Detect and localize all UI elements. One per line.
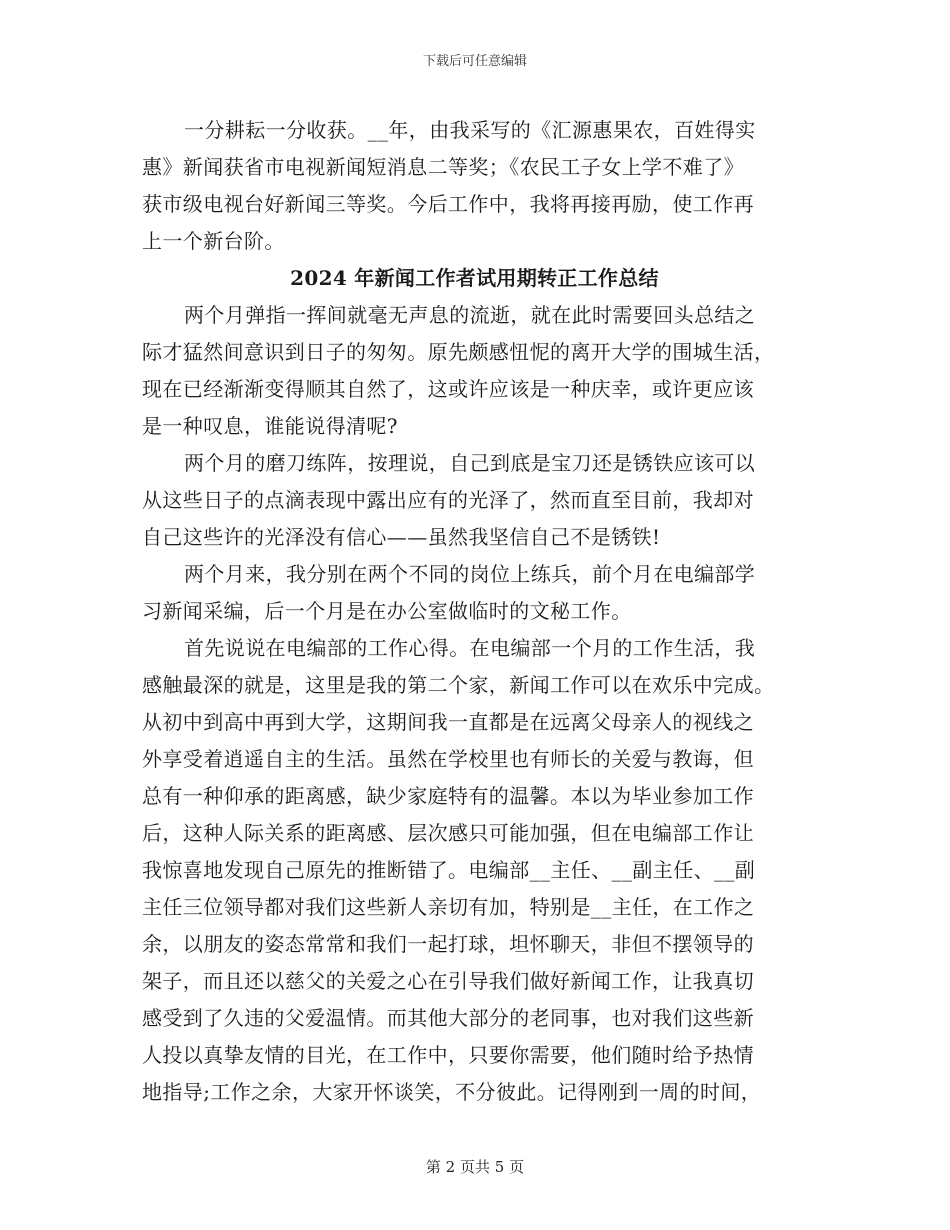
- paragraph-line: 上一个新台阶。: [142, 229, 285, 253]
- paragraph-line: 两个月弹指一挥间就毫无声息的流逝，就在此时需要回头总结之: [184, 303, 756, 327]
- paragraph-line: 一分耕耘一分收获。__年，由我采写的《汇源惠果农，百姓得实: [184, 118, 756, 142]
- paragraph-line: 余，以朋友的姿态常常和我们一起打球，坦怀聊天，非但不摆领导的: [142, 932, 754, 956]
- document-title: 2024 年新闻工作者试用期转正工作总结: [290, 266, 659, 290]
- paragraph-line: 际才猛然间意识到日子的匆匆。原先颇感忸怩的离开大学的围城生活，: [142, 340, 775, 364]
- paragraph-line: 两个月来，我分别在两个不同的岗位上练兵，前个月在电编部学: [184, 562, 756, 586]
- paragraph-line: 后，这种人际关系的距离感、层次感只可能加强，但在电编部工作让: [142, 821, 754, 845]
- paragraph-line: 习新闻采编，后一个月是在办公室做临时的文秘工作。: [142, 599, 632, 623]
- document-body: [142, 112, 807, 1111]
- paragraph-line: 地指导;工作之余，大家开怀谈笑，不分彼此。记得刚到一周的时间，: [142, 1080, 762, 1104]
- paragraph-line: 架子，而且还以慈父的关爱之心在引导我们做好新闻工作，让我真切: [142, 969, 754, 993]
- paragraph-line: 首先说说在电编部的工作心得。在电编部一个月的工作生活，我: [184, 636, 756, 660]
- paragraph-line: 是一种叹息，谁能说得清呢?: [142, 414, 398, 438]
- paragraph-line: 自己这些许的光泽没有信心——虽然我坚信自己不是锈铁!: [142, 525, 661, 549]
- paragraph-line: 惠》新闻获省市电视新闻短消息二等奖；《农民工子女上学不难了》: [142, 155, 744, 179]
- paragraph-line: 现在已经渐渐变得顺其自然了，这或许应该是一种庆幸，或许更应该: [142, 377, 754, 401]
- page-number: 第 2 页共 5 页: [425, 1158, 525, 1176]
- paragraph-line: 从初中到高中再到大学，这期间我一直都是在远离父母亲人的视线之: [142, 710, 754, 734]
- paragraph-line: 从这些日子的点滴表现中露出应有的光泽了，然而直至目前，我却对: [142, 488, 754, 512]
- paragraph-line: 感受到了久违的父爱温情。而其他大部分的老同事，也对我们这些新: [142, 1006, 754, 1030]
- paragraph-line: 总有一种仰承的距离感，缺少家庭特有的温馨。本以为毕业参加工作: [142, 784, 754, 808]
- paragraph-line: 感触最深的就是，这里是我的第二个家，新闻工作可以在欢乐中完成。: [142, 673, 775, 697]
- paragraph-line: 外享受着逍遥自主的生活。虽然在学校里也有师长的关爱与教诲，但: [142, 747, 754, 771]
- paragraph-line: 获市级电视台好新闻三等奖。今后工作中，我将再接再励，使工作再: [142, 192, 754, 216]
- paragraph-line: 主任三位领导都对我们这些新人亲切有加，特别是__主任，在工作之: [142, 895, 755, 919]
- paragraph-line: 我惊喜地发现自己原先的推断错了。电编部__主任、__副主任、__副: [142, 858, 756, 882]
- paragraph-line: 两个月的磨刀练阵，按理说，自己到底是宝刀还是锈铁应该可以: [184, 451, 756, 475]
- paragraph-line: 人投以真挚友情的目光，在工作中，只要你需要，他们随时给予热情: [142, 1043, 754, 1067]
- page-header: 下载后可任意编辑: [422, 54, 527, 69]
